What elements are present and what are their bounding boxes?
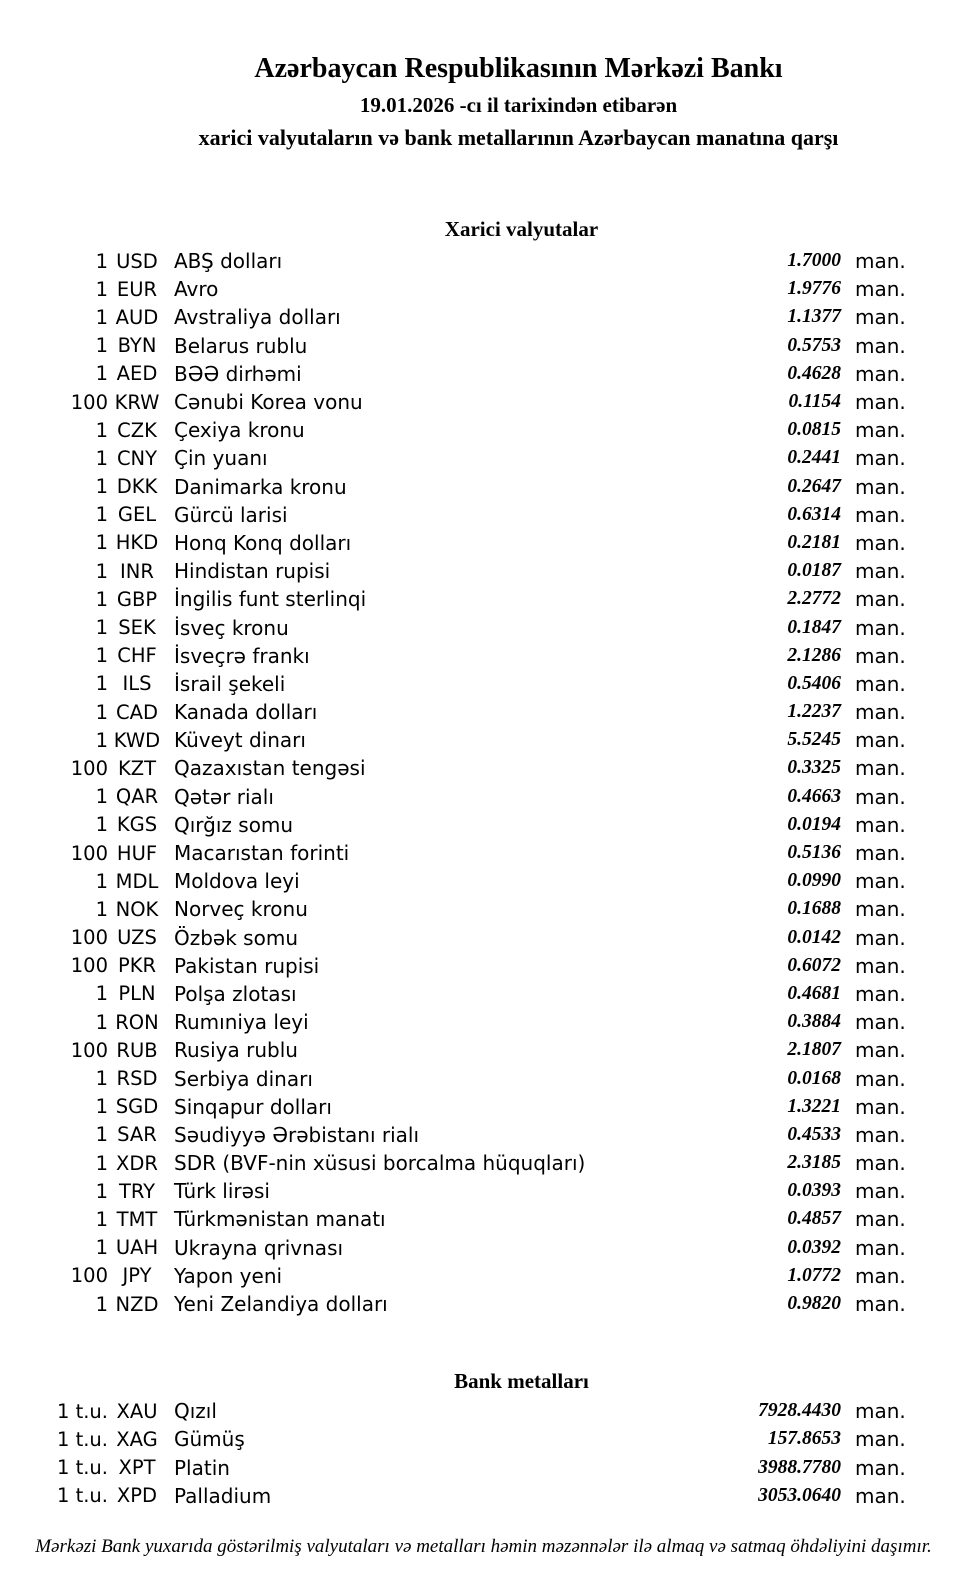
currency-name-cell: Polşa zlotası bbox=[174, 981, 297, 1006]
quantity-cell: 100 bbox=[70, 390, 108, 414]
currency-name-cell: Sinqapur dolları bbox=[174, 1094, 332, 1119]
table-row bbox=[0, 303, 967, 331]
quantity-cell: 1 t.u. bbox=[56, 1399, 108, 1423]
rate-cell: 0.0393 bbox=[787, 1180, 841, 1202]
table-row bbox=[0, 388, 967, 416]
currency-name-cell: Qətər rialı bbox=[174, 784, 274, 809]
unit-cell: man. bbox=[855, 812, 906, 837]
currency-name-cell: Qırğız somu bbox=[174, 812, 294, 837]
rate-cell: 0.6072 bbox=[787, 954, 841, 976]
currency-name-cell: Ukrayna qrivnası bbox=[174, 1235, 344, 1260]
unit-cell: man. bbox=[855, 1010, 906, 1035]
currency-name-cell: BƏƏ dirhəmi bbox=[174, 361, 302, 386]
table-row bbox=[0, 1262, 967, 1290]
table-row bbox=[0, 1482, 967, 1510]
rate-cell: 0.5406 bbox=[787, 672, 841, 694]
currency-name-cell: Serbiya dinarı bbox=[174, 1066, 313, 1091]
unit-cell: man. bbox=[855, 1235, 906, 1260]
unit-cell: man. bbox=[855, 559, 906, 584]
rate-cell: 0.9820 bbox=[787, 1293, 841, 1315]
quantity-cell: 1 bbox=[95, 700, 108, 724]
table-row bbox=[0, 613, 967, 641]
table-row bbox=[0, 473, 967, 501]
currency-name-cell: Honq Konq dolları bbox=[174, 530, 352, 555]
unit-cell: man. bbox=[855, 784, 906, 809]
table-row bbox=[0, 698, 967, 726]
quantity-cell: 1 bbox=[95, 334, 108, 358]
currency-code-cell: UAH bbox=[115, 1236, 159, 1260]
unit-cell: man. bbox=[855, 1455, 906, 1480]
currency-name-cell: Səudiyyə Ərəbistanı rialı bbox=[174, 1122, 420, 1147]
currency-name-cell: Türkmənistan manatı bbox=[174, 1207, 386, 1232]
table-row bbox=[0, 444, 967, 472]
currency-name-cell: İngilis funt sterlinqi bbox=[174, 587, 367, 612]
quantity-cell: 100 bbox=[70, 926, 108, 950]
currency-code-cell: MDL bbox=[115, 869, 159, 893]
quantity-cell: 1 bbox=[95, 1151, 108, 1175]
currency-name-cell: Norveç kronu bbox=[174, 897, 308, 922]
rate-cell: 0.2647 bbox=[787, 475, 841, 497]
currency-code-cell: RON bbox=[115, 1010, 159, 1034]
currency-name-cell: Gürcü larisi bbox=[174, 502, 288, 527]
quantity-cell: 1 bbox=[95, 785, 108, 809]
currency-name-cell: Yapon yeni bbox=[174, 1263, 283, 1288]
table-row bbox=[0, 1234, 967, 1262]
footer-note: Mərkəzi Bank yuxarıda göstərilmiş valyutaları və metalları həmin məzənnələr ilə almaq və satmaq öhdəliyini daşımır. bbox=[35, 1535, 932, 1557]
quantity-cell: 1 bbox=[95, 897, 108, 921]
table-row bbox=[0, 416, 967, 444]
currency-code-cell: CAD bbox=[116, 700, 158, 724]
quantity-cell: 1 bbox=[95, 1207, 108, 1231]
currency-code-cell: KWD bbox=[113, 728, 161, 752]
quantity-cell: 1 bbox=[95, 1095, 108, 1119]
quantity-cell: 1 bbox=[95, 1179, 108, 1203]
rate-cell: 7928.4430 bbox=[758, 1400, 841, 1422]
currency-code-cell: RUB bbox=[116, 1038, 158, 1062]
table-row bbox=[0, 275, 967, 303]
rate-cell: 0.5136 bbox=[787, 842, 841, 864]
currency-code-cell: GEL bbox=[117, 503, 157, 527]
rate-cell: 2.2772 bbox=[787, 588, 841, 610]
unit-cell: man. bbox=[855, 925, 906, 950]
unit-cell: man. bbox=[855, 305, 906, 330]
quantity-cell: 1 bbox=[95, 559, 108, 583]
currency-name-cell: Hindistan rupisi bbox=[174, 559, 331, 584]
unit-cell: man. bbox=[855, 474, 906, 499]
rate-cell: 0.5753 bbox=[787, 334, 841, 356]
table-row bbox=[0, 783, 967, 811]
table-row bbox=[0, 726, 967, 754]
currency-code-cell: INR bbox=[120, 559, 154, 583]
rate-cell: 0.6314 bbox=[787, 503, 841, 525]
section-heading-metals: Bank metalları bbox=[454, 1369, 589, 1394]
currency-name-cell: Türk lirəsi bbox=[174, 1179, 270, 1204]
rate-cell: 0.1847 bbox=[787, 616, 841, 638]
currency-name-cell: Pakistan rupisi bbox=[174, 953, 320, 978]
table-row bbox=[0, 1036, 967, 1064]
currency-name-cell: Çexiya kronu bbox=[174, 418, 305, 443]
rate-cell: 0.3325 bbox=[787, 757, 841, 779]
currency-name-cell: Rumıniya leyi bbox=[174, 1010, 309, 1035]
currency-code-cell: PKR bbox=[117, 954, 157, 978]
table-row bbox=[0, 332, 967, 360]
currency-code-cell: XDR bbox=[116, 1151, 158, 1175]
currency-name-cell: Kanada dolları bbox=[174, 700, 318, 725]
table-row bbox=[0, 1121, 967, 1149]
quantity-cell: 1 bbox=[95, 249, 108, 273]
rate-cell: 0.0168 bbox=[787, 1067, 841, 1089]
table-row bbox=[0, 980, 967, 1008]
table-row bbox=[0, 1177, 967, 1205]
currency-code-cell: AUD bbox=[115, 305, 159, 329]
currency-code-cell: USD bbox=[116, 249, 158, 273]
currency-code-cell: UZS bbox=[117, 926, 157, 950]
quantity-cell: 1 bbox=[95, 418, 108, 442]
currency-code-cell: EUR bbox=[116, 277, 158, 301]
quantity-cell: 1 t.u. bbox=[56, 1456, 108, 1480]
unit-cell: man. bbox=[855, 953, 906, 978]
currency-code-cell: KZT bbox=[117, 756, 157, 780]
rate-cell: 0.0142 bbox=[787, 926, 841, 948]
currency-code-cell: SEK bbox=[118, 616, 156, 640]
table-row bbox=[0, 1149, 967, 1177]
unit-cell: man. bbox=[855, 841, 906, 866]
currency-name-cell: Belarus rublu bbox=[174, 333, 308, 358]
quantity-cell: 1 bbox=[95, 277, 108, 301]
currency-name-cell: Qızıl bbox=[174, 1399, 217, 1424]
unit-cell: man. bbox=[855, 700, 906, 725]
currency-name-cell: Küveyt dinarı bbox=[174, 728, 306, 753]
quantity-cell: 100 bbox=[70, 954, 108, 978]
rate-cell: 0.4628 bbox=[787, 362, 841, 384]
currency-name-cell: İsveç kronu bbox=[174, 615, 289, 640]
metals-table bbox=[0, 1397, 967, 1510]
unit-cell: man. bbox=[855, 1094, 906, 1119]
rate-cell: 0.4533 bbox=[787, 1123, 841, 1145]
unit-cell: man. bbox=[855, 502, 906, 527]
unit-cell: man. bbox=[855, 530, 906, 555]
quantity-cell: 1 bbox=[95, 1292, 108, 1316]
currency-code-cell: QAR bbox=[115, 785, 159, 809]
rate-cell: 1.1377 bbox=[787, 306, 841, 328]
unit-cell: man. bbox=[855, 643, 906, 668]
currency-name-cell: Danimarka kronu bbox=[174, 474, 347, 499]
quantity-cell: 1 bbox=[95, 503, 108, 527]
rate-cell: 3053.0640 bbox=[758, 1484, 841, 1506]
rate-cell: 0.1154 bbox=[788, 391, 841, 413]
quantity-cell: 100 bbox=[70, 756, 108, 780]
unit-cell: man. bbox=[855, 418, 906, 443]
bank-title: Azərbaycan Respublikasının Mərkəzi Bankı bbox=[254, 53, 783, 84]
currency-code-cell: XPT bbox=[118, 1456, 156, 1480]
quantity-cell: 1 bbox=[95, 362, 108, 386]
currency-name-cell: Qazaxıstan tengəsi bbox=[174, 756, 366, 781]
table-row bbox=[0, 1093, 967, 1121]
currency-name-cell: İsrail şekeli bbox=[174, 671, 286, 696]
currency-code-cell: GBP bbox=[116, 587, 158, 611]
unit-cell: man. bbox=[855, 981, 906, 1006]
table-row bbox=[0, 839, 967, 867]
rate-cell: 1.0772 bbox=[787, 1264, 841, 1286]
currency-name-cell: Yeni Zelandiya dolları bbox=[174, 1292, 388, 1317]
unit-cell: man. bbox=[855, 1483, 906, 1508]
unit-cell: man. bbox=[855, 333, 906, 358]
table-row bbox=[0, 1008, 967, 1036]
currency-code-cell: TMT bbox=[116, 1207, 158, 1231]
unit-cell: man. bbox=[855, 1122, 906, 1147]
quantity-cell: 1 t.u. bbox=[56, 1484, 108, 1508]
unit-cell: man. bbox=[855, 1151, 906, 1176]
rate-cell: 2.3185 bbox=[787, 1152, 841, 1174]
quantity-cell: 1 t.u. bbox=[56, 1427, 108, 1451]
rate-cell: 1.7000 bbox=[787, 250, 841, 272]
rate-cell: 1.9776 bbox=[787, 278, 841, 300]
currency-code-cell: HUF bbox=[116, 841, 158, 865]
table-row bbox=[0, 670, 967, 698]
quantity-cell: 1 bbox=[95, 305, 108, 329]
table-row bbox=[0, 585, 967, 613]
unit-cell: man. bbox=[855, 1427, 906, 1452]
subject-line: xarici valyutaların və bank metallarının Azərbaycan manatına qarşı bbox=[198, 125, 839, 150]
quantity-cell: 1 bbox=[95, 672, 108, 696]
unit-cell: man. bbox=[855, 446, 906, 471]
table-row bbox=[0, 867, 967, 895]
currency-code-cell: KGS bbox=[116, 813, 158, 837]
currency-code-cell: TRY bbox=[118, 1179, 156, 1203]
quantity-cell: 1 bbox=[95, 1010, 108, 1034]
unit-cell: man. bbox=[855, 615, 906, 640]
rate-cell: 1.2237 bbox=[787, 701, 841, 723]
quantity-cell: 100 bbox=[70, 1264, 108, 1288]
currency-code-cell: CNY bbox=[116, 446, 158, 470]
quantity-cell: 1 bbox=[95, 587, 108, 611]
rate-cell: 0.0990 bbox=[787, 870, 841, 892]
table-row bbox=[0, 754, 967, 782]
unit-cell: man. bbox=[855, 587, 906, 612]
rate-cell: 0.0194 bbox=[787, 813, 841, 835]
unit-cell: man. bbox=[855, 897, 906, 922]
rate-cell: 0.2441 bbox=[787, 447, 841, 469]
currency-code-cell: KRW bbox=[114, 390, 160, 414]
unit-cell: man. bbox=[855, 1066, 906, 1091]
quantity-cell: 1 bbox=[95, 644, 108, 668]
currency-code-cell: JPY bbox=[122, 1264, 152, 1288]
rate-cell: 0.0187 bbox=[787, 560, 841, 582]
quantity-cell: 1 bbox=[95, 1067, 108, 1091]
table-row bbox=[0, 247, 967, 275]
currency-table bbox=[0, 247, 967, 1318]
currency-code-cell: ILS bbox=[122, 672, 152, 696]
table-row bbox=[0, 1397, 967, 1425]
rate-cell: 2.1286 bbox=[787, 644, 841, 666]
currency-code-cell: SGD bbox=[115, 1095, 159, 1119]
unit-cell: man. bbox=[855, 1263, 906, 1288]
quantity-cell: 1 bbox=[95, 531, 108, 555]
currency-name-cell: Özbək somu bbox=[174, 925, 298, 950]
currency-name-cell: SDR (BVF-nin xüsusi borcalma hüquqları) bbox=[174, 1151, 586, 1176]
rate-cell: 0.0815 bbox=[787, 419, 841, 441]
quantity-cell: 1 bbox=[95, 869, 108, 893]
document-header bbox=[0, 0, 967, 154]
effective-date-line: 19.01.2026 -cı il tarixindən etibarən bbox=[359, 93, 678, 117]
unit-cell: man. bbox=[855, 277, 906, 302]
table-row bbox=[0, 1064, 967, 1092]
table-row bbox=[0, 895, 967, 923]
currency-code-cell: XAU bbox=[116, 1399, 158, 1423]
currency-code-cell: XAG bbox=[116, 1427, 158, 1451]
table-row bbox=[0, 642, 967, 670]
rate-cell: 157.8653 bbox=[767, 1428, 841, 1450]
currency-name-cell: Çin yuanı bbox=[174, 446, 268, 471]
quantity-cell: 1 bbox=[95, 475, 108, 499]
currency-code-cell: HKD bbox=[115, 531, 159, 555]
currency-name-cell: ABŞ dolları bbox=[174, 249, 283, 274]
currency-name-cell: Palladium bbox=[174, 1483, 272, 1508]
unit-cell: man. bbox=[855, 1399, 906, 1424]
currency-name-cell: Rusiya rublu bbox=[174, 1038, 298, 1063]
quantity-cell: 1 bbox=[95, 982, 108, 1006]
unit-cell: man. bbox=[855, 671, 906, 696]
currency-name-cell: Avstraliya dolları bbox=[174, 305, 341, 330]
quantity-cell: 1 bbox=[95, 813, 108, 837]
rate-cell: 0.3884 bbox=[787, 1011, 841, 1033]
table-row bbox=[0, 1290, 967, 1318]
currency-name-cell: Gümüş bbox=[174, 1427, 245, 1452]
currency-code-cell: PLN bbox=[118, 982, 156, 1006]
unit-cell: man. bbox=[855, 1207, 906, 1232]
currency-code-cell: SAR bbox=[117, 1123, 157, 1147]
unit-cell: man. bbox=[855, 1179, 906, 1204]
rate-cell: 0.0392 bbox=[787, 1236, 841, 1258]
currency-code-cell: NZD bbox=[115, 1292, 159, 1316]
section-heading-currencies: Xarici valyutalar bbox=[444, 217, 599, 241]
quantity-cell: 1 bbox=[95, 728, 108, 752]
quantity-cell: 100 bbox=[70, 841, 108, 865]
currency-code-cell: BYN bbox=[117, 334, 157, 358]
rate-cell: 2.1807 bbox=[787, 1039, 841, 1061]
table-row bbox=[0, 501, 967, 529]
table-row bbox=[0, 924, 967, 952]
table-row bbox=[0, 1425, 967, 1453]
currency-code-cell: AED bbox=[116, 362, 158, 386]
unit-cell: man. bbox=[855, 249, 906, 274]
quantity-cell: 100 bbox=[70, 1038, 108, 1062]
unit-cell: man. bbox=[855, 728, 906, 753]
currency-code-cell: CHF bbox=[117, 644, 157, 668]
currency-name-cell: Moldova leyi bbox=[174, 869, 300, 894]
currency-code-cell: RSD bbox=[116, 1067, 158, 1091]
quantity-cell: 1 bbox=[95, 616, 108, 640]
table-row bbox=[0, 952, 967, 980]
rate-cell: 0.1688 bbox=[787, 898, 841, 920]
currency-name-cell: Avro bbox=[174, 277, 219, 302]
rate-cell: 3988.7780 bbox=[758, 1456, 841, 1478]
currency-name-cell: İsveçrə frankı bbox=[174, 643, 310, 668]
currency-name-cell: Cənubi Korea vonu bbox=[174, 390, 363, 415]
currency-code-cell: DKK bbox=[116, 475, 158, 499]
rate-cell: 0.4663 bbox=[787, 785, 841, 807]
unit-cell: man. bbox=[855, 390, 906, 415]
table-row bbox=[0, 557, 967, 585]
quantity-cell: 1 bbox=[95, 1236, 108, 1260]
quantity-cell: 1 bbox=[95, 446, 108, 470]
currency-code-cell: NOK bbox=[115, 897, 159, 921]
table-row bbox=[0, 529, 967, 557]
currency-name-cell: Platin bbox=[174, 1455, 230, 1480]
unit-cell: man. bbox=[855, 1038, 906, 1063]
quantity-cell: 1 bbox=[95, 1123, 108, 1147]
currency-code-cell: CZK bbox=[117, 418, 157, 442]
table-row bbox=[0, 811, 967, 839]
unit-cell: man. bbox=[855, 361, 906, 386]
unit-cell: man. bbox=[855, 756, 906, 781]
unit-cell: man. bbox=[855, 869, 906, 894]
table-row bbox=[0, 1454, 967, 1482]
table-row bbox=[0, 1205, 967, 1233]
rate-cell: 0.4857 bbox=[787, 1208, 841, 1230]
rate-cell: 0.4681 bbox=[787, 982, 841, 1004]
currency-code-cell: XPD bbox=[116, 1484, 158, 1508]
rate-cell: 5.5245 bbox=[787, 729, 841, 751]
rate-cell: 0.2181 bbox=[787, 531, 841, 553]
currency-name-cell: Macarıstan forinti bbox=[174, 841, 350, 866]
unit-cell: man. bbox=[855, 1292, 906, 1317]
table-row bbox=[0, 360, 967, 388]
rate-cell: 1.3221 bbox=[787, 1095, 841, 1117]
